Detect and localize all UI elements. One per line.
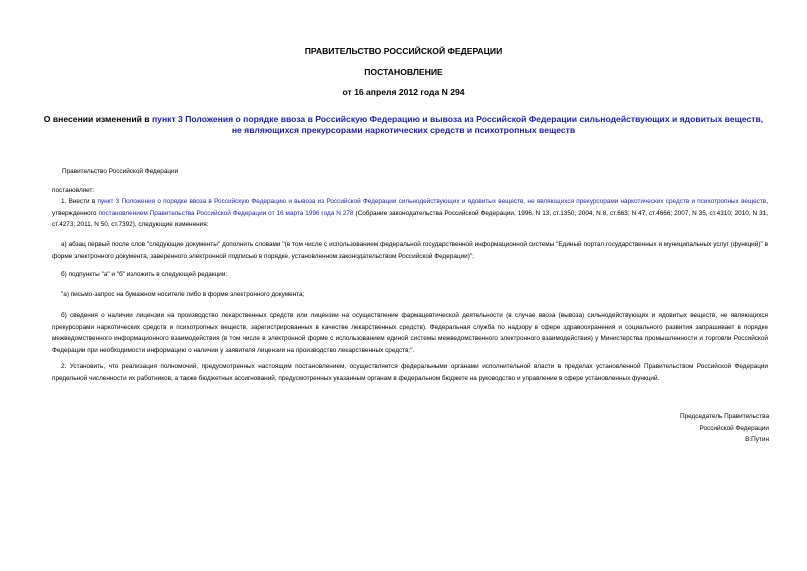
item-1-link-clause[interactable]: пункт 3 Положения о порядке ввоза в Российскую Федерацию и вывоза из Российской Федерации сильнодействующих и ядовитых веществ, не являющихся прекурсорами наркотических средств и психотропных веществ [97, 198, 767, 205]
header-date-number: от 16 апреля 2012 года N 294 [342, 87, 465, 97]
item-1-suffix: (Собрание законодательства Российской Федерации, 1996, N 13, ст.1350; 2004, N 8, ст.663; N 47, ст.4666; 2007, N 35, ст.4310; 2010, N 31, ст.4273; 2011, N 50, ст.7392), следующие изменения: [52, 209, 769, 228]
item-1-link-decree[interactable]: постановлением Правительства Российской Федерации от 16 марта 1996 года N 278 [98, 209, 354, 217]
quoted-item-a: "а) письмо-запрос на бумажном носителе либо в форме электронного документа; [61, 291, 305, 298]
quoted-item-b: б) сведения о наличии лицензии на производство лекарственных средств или лицензии на осуществление фармацевтической деятельности (в случае ввоза (вывоза) сильнодействующих и ядовитых веществ, не являющихся прекурсорами наркотических средств и психотропных веществ, зарегистрированных в качестве лекарственных средств). Федеральная служба по надзору в сфере здравоохранения и социального развития запрашивает в порядке межведомственного информационного взаимодействия (в том числе в электронной форме с использованием единой системы межведомственного электронного взаимодействия) у Министерства промышленности и торговли Российской Федерации при необходимости информацию о наличии у заявителя лицензии на производство лекарственных средств;". [52, 312, 768, 354]
resolves-text: постановляет: [52, 187, 95, 194]
item-1-prefix: 1. Внести в [61, 198, 98, 205]
item-1-mid: , утвержденного [52, 198, 768, 217]
signature-title: Председатель Правительства [680, 413, 769, 420]
header-government: ПРАВИТЕЛЬСТВО РОССИЙСКОЙ ФЕДЕРАЦИИ [304, 46, 503, 56]
title-link[interactable]: пункт 3 Положения о порядке ввоза в Российскую Федерацию и вывоза из Российской Федерации сильнодействующих и ядовитых веществ, не являющихся прекурсорами наркотических средств и психотропных веществ [151, 114, 764, 135]
issuer-text: Правительство Российской Федерации [62, 168, 179, 175]
signature-name: В.Путин [745, 436, 769, 443]
signature-country: Российской Федерации [699, 425, 769, 432]
title-prefix: О внесении изменений в [43, 114, 152, 124]
document-title [40, 114, 767, 136]
header-doc-kind: ПОСТАНОВЛЕНИЕ [364, 67, 443, 77]
item-2-paragraph: 2. Установить, что реализация полномочий, предусмотренных настоящим постановлением, осуществляется федеральными органами исполнительной власти в пределах установленной Правительством Российской Федерации предельной численности их работников, а также бюджетных ассигнований, предусмотренных указанным органам в федеральном бюджете на руководство и управление в сфере установленных функций. [52, 363, 768, 382]
sub-item-b: б) подпункты "а" и "б" изложить в следующей редакции: [61, 271, 228, 278]
sub-item-a: а) абзац первый после слов "следующие документы" дополнить словами "(в том числе с использованием федеральной государственной информационной системы "Единый портал государственных и муниципальных услуг (функций)" в форме электронного документа, заверенного электронной подписью в порядке, установленном законодательством Российской Федерации)"; [52, 241, 768, 260]
item-1-paragraph [52, 196, 768, 231]
